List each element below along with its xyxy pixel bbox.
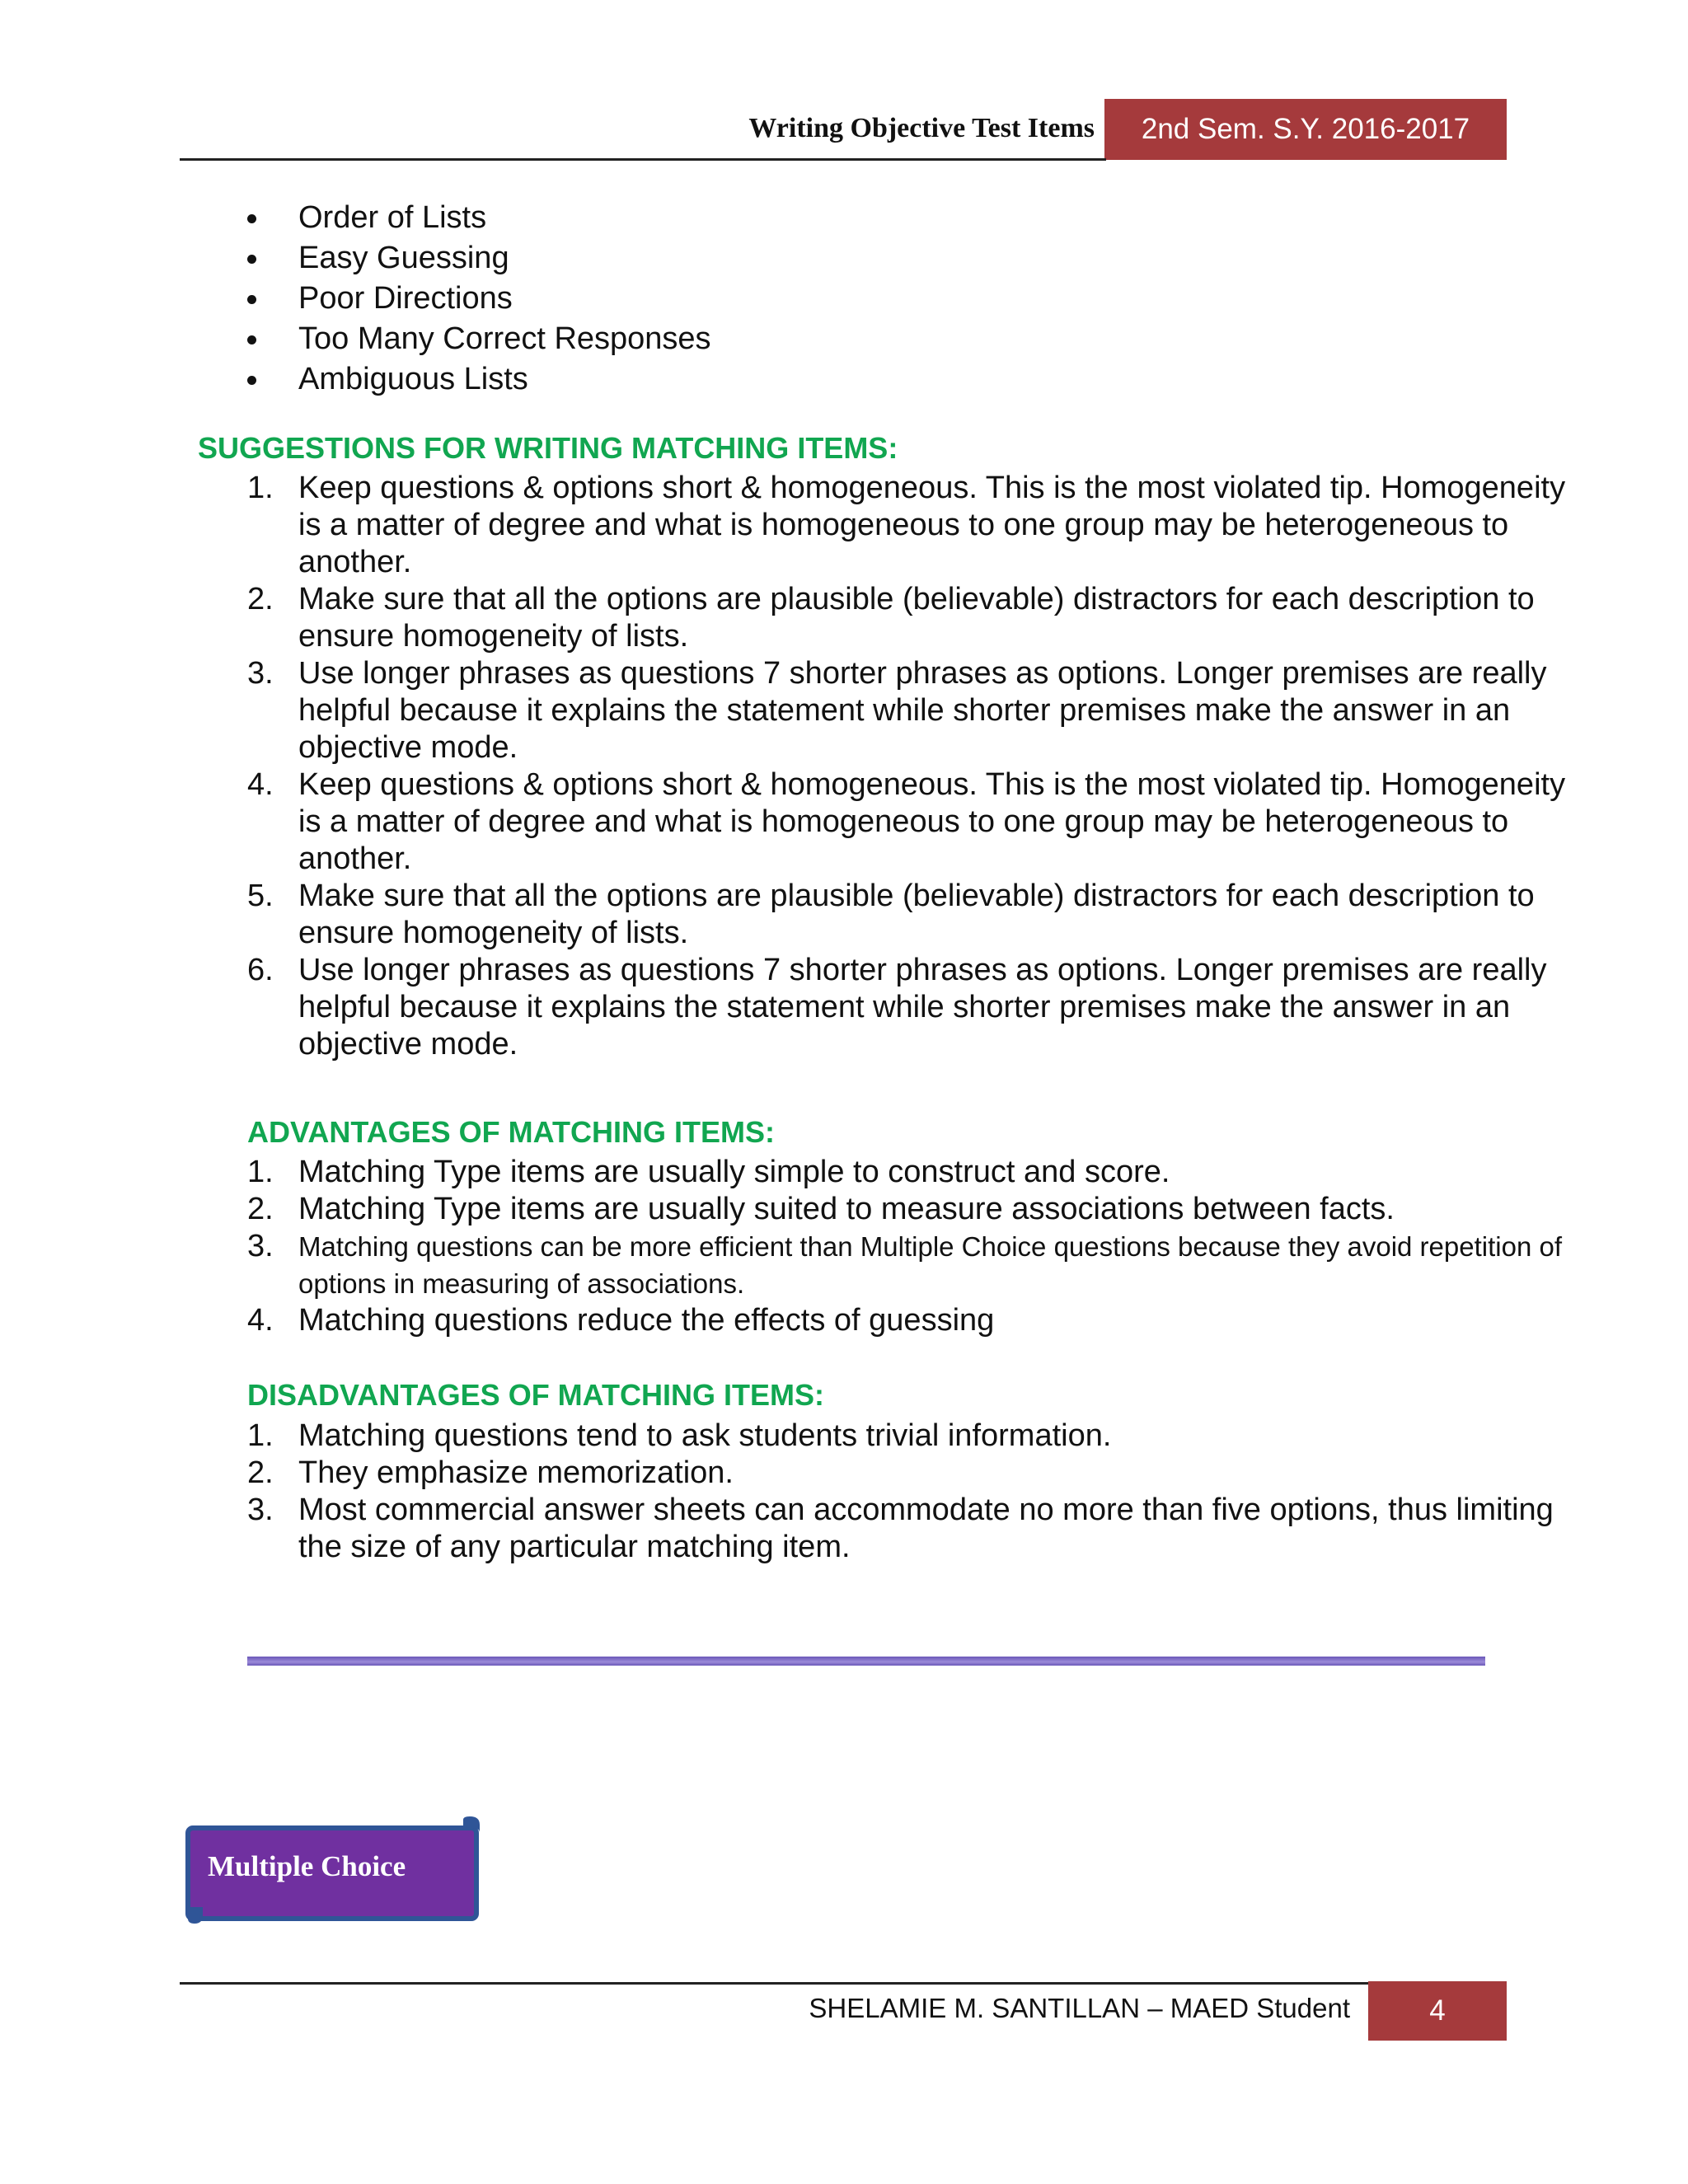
bullet-item: Ambiguous Lists <box>247 359 711 400</box>
disadvantages-heading: DISADVANTAGES OF MATCHING ITEMS: <box>247 1378 824 1412</box>
list-item: 2. They emphasize memorization. <box>247 1455 734 1490</box>
bullet-dot-icon <box>247 376 256 385</box>
list-item: 5. Make sure that all the options are plausible (believable) distractors for each description to ensure homogeneity of lists. <box>247 879 1535 950</box>
list-item: 1. Matching Type items are usually simple to construct and score. <box>247 1155 1170 1189</box>
bullet-item: Easy Guessing <box>247 238 711 279</box>
bullet-dot-icon <box>247 295 256 304</box>
list-item: 3. Most commercial answer sheets can accommodate no more than five options, thus limiting the size of any particular matching item. <box>247 1493 1554 1564</box>
bullet-dot-icon <box>247 255 256 264</box>
next-section-label: Multiple Choice <box>208 1850 406 1882</box>
bullet-dot-icon <box>247 214 256 223</box>
document-title: Writing Objective Test Items <box>748 113 1095 143</box>
header-rule <box>180 158 1106 161</box>
list-item: 2. Make sure that all the options are plausible (believable) distractors for each description to ensure homogeneity of lists. <box>247 582 1535 654</box>
list-item: 3. Matching questions can be more efficient than Multiple Choice questions because they avoid repetition of options in measuring of associations. <box>247 1229 1562 1299</box>
advantages-list <box>247 1154 1568 1339</box>
bullet-item: Poor Directions <box>247 279 711 319</box>
list-item: 3. Use longer phrases as questions 7 shorter phrases as options. Longer premises are really helpful because it explains the statement while shorter premises make the answer in an objective mode. <box>247 656 1547 765</box>
list-item: 1. Matching questions tend to ask students trivial information. <box>247 1418 1112 1453</box>
semester-badge: 2nd Sem. S.Y. 2016-2017 <box>1104 99 1507 160</box>
advantages-heading: ADVANTAGES OF MATCHING ITEMS: <box>247 1115 775 1149</box>
footer-rule <box>180 1982 1370 1985</box>
list-item: 4. Matching questions reduce the effects of guessing <box>247 1303 995 1338</box>
bullet-item: Order of Lists <box>247 198 711 238</box>
list-item: 6. Use longer phrases as questions 7 shorter phrases as options. Longer premises are really helpful because it explains the statement while shorter premises make the answer in an objective mode. <box>247 953 1547 1062</box>
bullet-item: Too Many Correct Responses <box>247 319 711 359</box>
suggestions-heading: SUGGESTIONS FOR WRITING MATCHING ITEMS: <box>198 431 898 465</box>
list-item: 1. Keep questions & options short & homogeneous. This is the most violated tip. Homogeneity is a matter of degree and what is homogeneous to one group may be heterogeneous to another. <box>247 471 1566 579</box>
suggestions-list <box>247 470 1568 1063</box>
list-item: 2. Matching Type items are usually suited to measure associations between facts. <box>247 1192 1395 1226</box>
bullet-list <box>247 198 711 400</box>
bullet-dot-icon <box>247 335 256 344</box>
section-divider <box>247 1657 1485 1666</box>
footer-author: SHELAMIE M. SANTILLAN – MAED Student <box>809 1993 1350 2023</box>
page-number: 4 <box>1368 1981 1507 2041</box>
list-item: 4. Keep questions & options short & homogeneous. This is the most violated tip. Homogeneity is a matter of degree and what is homogeneous to one group may be heterogeneous to another. <box>247 767 1566 876</box>
disadvantages-list <box>247 1418 1568 1566</box>
